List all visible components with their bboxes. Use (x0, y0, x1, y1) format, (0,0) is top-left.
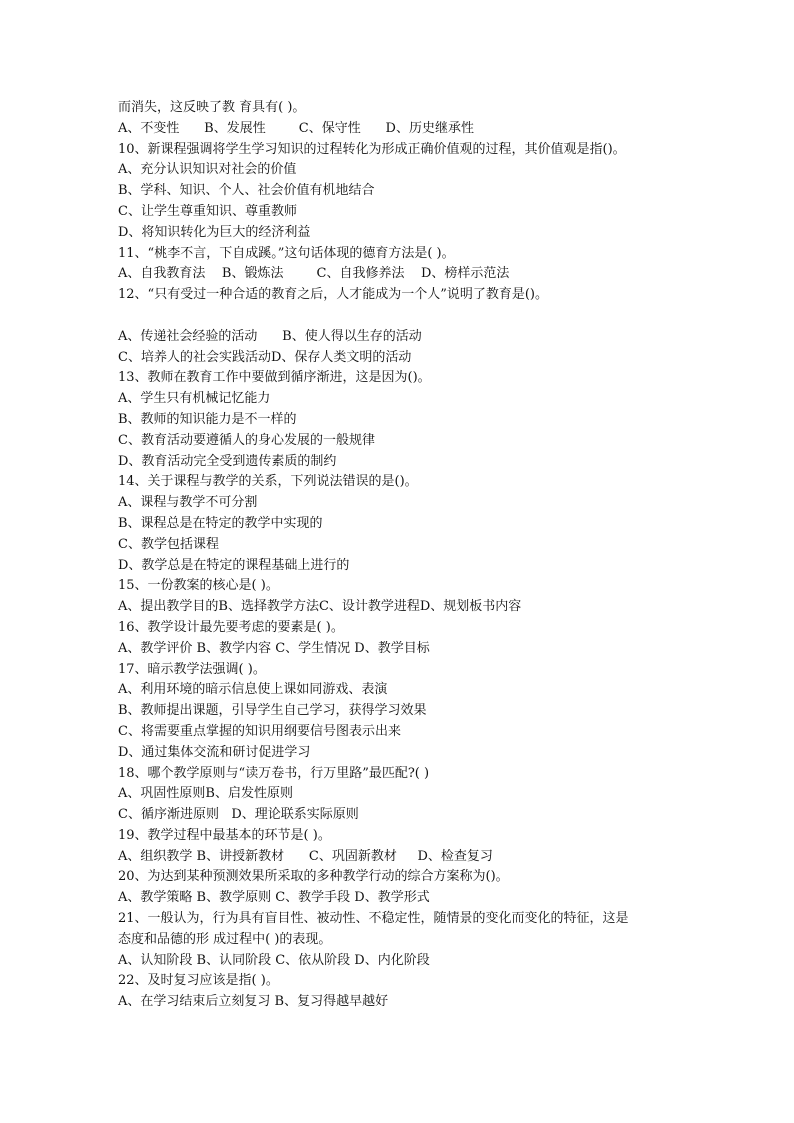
text-line: B、课程总是在特定的教学中实现的 (118, 515, 323, 531)
text-line: A、利用环境的暗示信息使上课如同游戏、表演 (118, 682, 388, 698)
text-line: A、教学评价 B、教学内容 C、学生情况 D、教学目标 (118, 640, 430, 656)
text-line: B、教师的知识能力是不一样的 (118, 411, 297, 427)
text-line: 19、教学过程中最基本的环节是( )。 (118, 827, 331, 843)
text-line: B、学科、知识、个人、社会价值有机地结合 (118, 183, 375, 199)
text-line: A、自我教育法 B、锻炼法 C、自我修养法 D、榜样示范法 (118, 266, 510, 282)
text-line: 13、教师在教育工作中要做到循序渐进，这是因为()。 (118, 370, 431, 386)
text-line: D、通过集体交流和研讨促进学习 (118, 744, 311, 760)
text-line: A、组织教学 B、讲授新教材 C、巩固新教材 D、检查复习 (118, 848, 493, 864)
text-line: 18、哪个教学原则与“读万卷书，行万里路”最匹配?( ) (118, 765, 430, 781)
text-line: C、循序渐进原则 D、理论联系实际原则 (118, 807, 359, 823)
text-line: D、教学总是在特定的课程基础上进行的 (118, 557, 350, 573)
text-line: C、将需要重点掌握的知识用纲要信号图表示出来 (118, 723, 401, 739)
text-line: A、巩固性原则B、启发性原则 (118, 786, 293, 802)
text-line: A、传递社会经验的活动 B、使人得以生存的活动 (118, 328, 422, 344)
text-line: A、充分认识知识对社会的价值 (118, 162, 297, 178)
text-line: A、学生只有机械记忆能力 (118, 391, 271, 407)
text-line: 而消失，这反映了教 育具有( )。 (118, 100, 306, 115)
blank-line (118, 306, 678, 327)
text-line: 12、“只有受过一种合适的教育之后，人才能成为一个人”说明了教育是()。 (118, 287, 548, 303)
text-line: A、教学策略 B、教学原则 C、教学手段 D、教学形式 (118, 890, 430, 906)
text-block-2 (118, 327, 678, 1013)
text-line: C、培养人的社会实践活动D、保存人类文明的活动 (118, 349, 412, 365)
text-line: 态度和品德的形 成过程中( )的表现。 (118, 931, 332, 947)
text-line: 16、教学设计最先要考虑的要素是( )。 (118, 619, 344, 635)
text-line: 21、一般认为，行为具有盲目性、被动性、不稳定性，随情景的变化而变化的特征，这是 (118, 911, 629, 927)
text-line: 22、及时复习应该是指( )。 (118, 973, 279, 989)
text-line: D、教育活动完全受到遗传素质的制约 (118, 453, 337, 469)
text-line: 14、关于课程与教学的关系，下列说法错误的是()。 (118, 474, 418, 490)
text-line: 15、一份教案的核心是( )。 (118, 578, 279, 594)
text-line: A、课程与教学不可分割 (118, 495, 258, 511)
text-line: 17、暗示教学法强调( )。 (118, 661, 266, 677)
text-line: C、让学生尊重知识、尊重教师 (118, 203, 297, 219)
text-line: C、教学包括课程 (118, 536, 219, 552)
text-line: B、教师提出课题，引导学生自己学习，获得学习效果 (118, 703, 427, 719)
text-line: A、在学习结束后立刻复习 B、复习得越早越好 (118, 994, 389, 1010)
text-line: 11、“桃李不言，下自成蹊。”这句话体现的德育方法是( )。 (118, 245, 455, 261)
text-block-1 (118, 98, 678, 306)
text-line: D、将知识转化为巨大的经济利益 (118, 224, 311, 240)
text-line: A、提出教学目的B、选择教学方法C、设计教学进程D、规划板书内容 (118, 599, 522, 615)
document-body (118, 98, 678, 1013)
text-line: C、教育活动要遵循人的身心发展的一般规律 (118, 432, 375, 448)
text-line: 20、为达到某种预测效果所采取的多种教学行动的综合方案称为()。 (118, 869, 509, 885)
text-line: A、不变性 B、发展性 C、保守性 D、历史继承性 (118, 120, 474, 136)
text-line: A、认知阶段 B、认同阶段 C、依从阶段 D、内化阶段 (118, 952, 430, 968)
text-line: 10、新课程强调将学生学习知识的过程转化为形成正确价值观的过程，其价值观是指()。 (118, 141, 626, 157)
